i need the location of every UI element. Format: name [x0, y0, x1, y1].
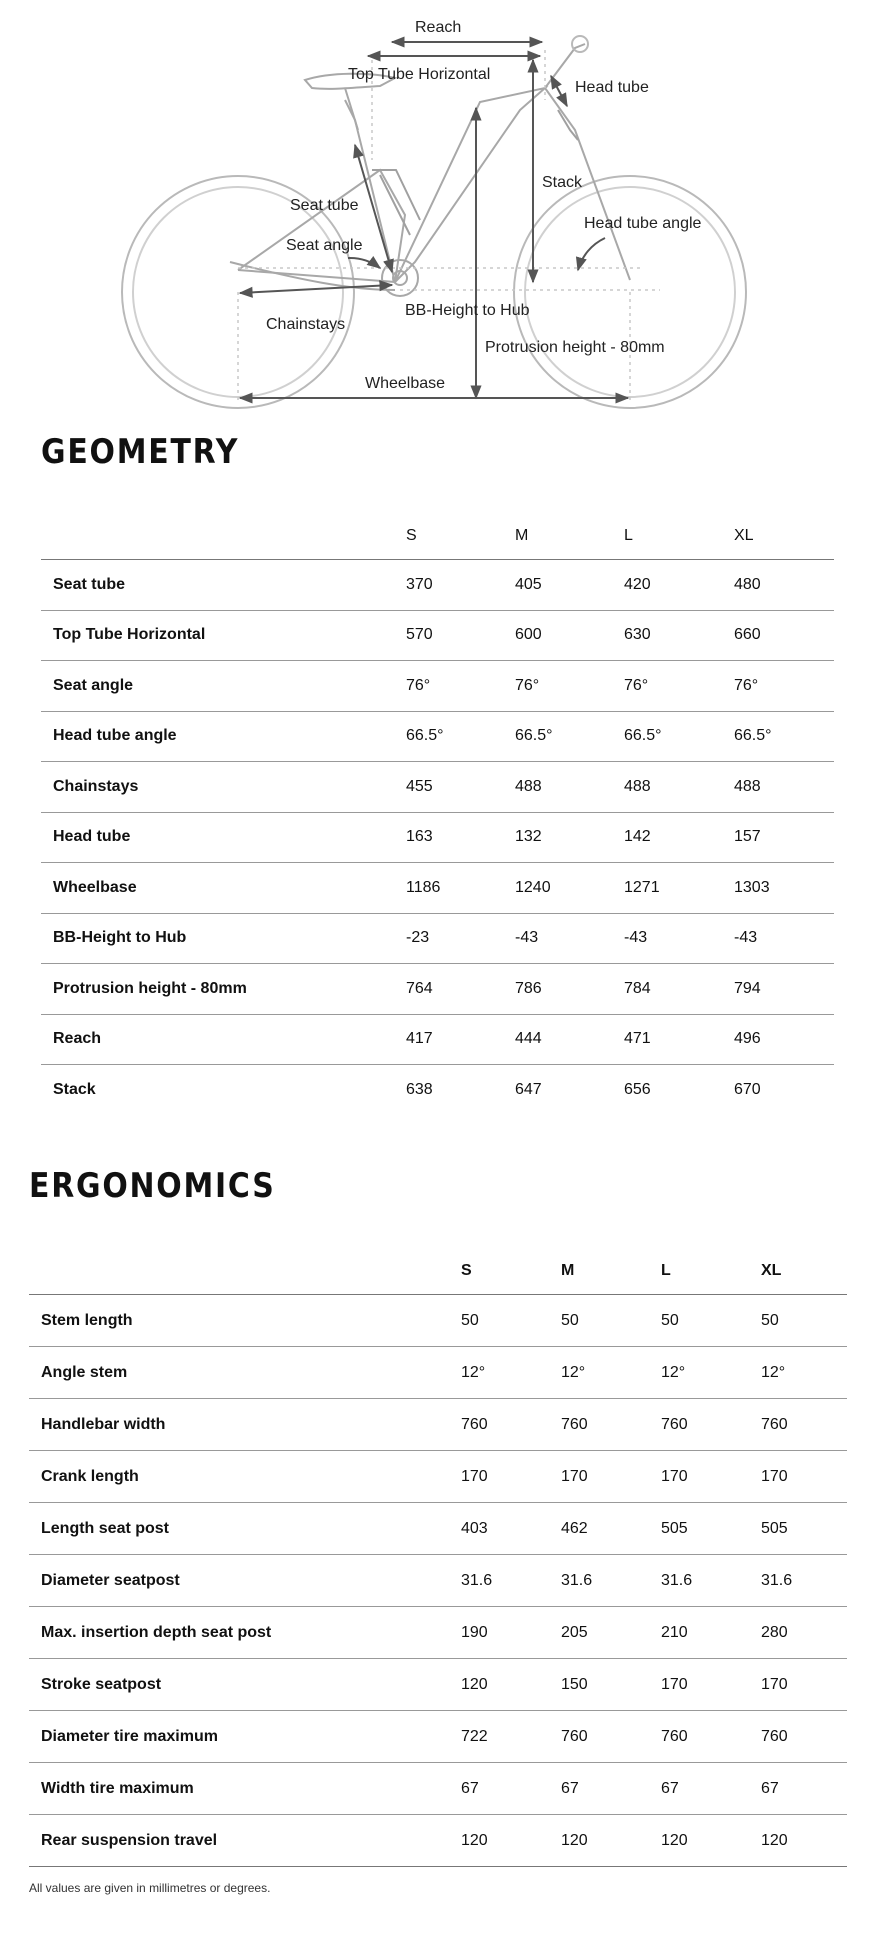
label-bb-height-to-hub: BB-Height to Hub — [405, 302, 530, 319]
ergonomics-value-s: 120 — [461, 1675, 488, 1693]
label-head-tube: Head tube — [575, 79, 649, 96]
ergonomics-value-l: 505 — [661, 1519, 688, 1537]
head-tube-angle-arc — [578, 238, 605, 270]
geometry-size-m: M — [515, 505, 624, 560]
geometry-value-xl: 496 — [734, 1030, 761, 1048]
ergonomics-value-l: 170 — [661, 1675, 688, 1693]
ergonomics-row — [29, 1399, 847, 1451]
ergonomics-value-l: 170 — [661, 1467, 688, 1485]
ergonomics-size-s: S — [461, 1240, 561, 1295]
ergonomics-value-m: 67 — [561, 1779, 579, 1797]
ergonomics-value-xl: 12° — [761, 1363, 786, 1381]
ergonomics-row-label: Stem length — [41, 1311, 133, 1329]
ergonomics-size-m: M — [561, 1240, 661, 1295]
handlebar-end — [572, 36, 588, 52]
ergonomics-value-s: 120 — [461, 1831, 488, 1849]
geometry-row — [41, 560, 834, 611]
geometry-value-xl: 1303 — [734, 878, 770, 896]
geometry-value-l: 784 — [624, 979, 651, 997]
geometry-value-l: 488 — [624, 777, 651, 795]
geometry-value-s: 455 — [406, 777, 433, 795]
footnote: All values are given in millimetres or degrees. — [29, 1881, 271, 1895]
geometry-value-xl: 794 — [734, 979, 761, 997]
geometry-value-s: -23 — [406, 929, 430, 947]
geometry-table — [41, 505, 834, 1115]
geometry-value-l: 1271 — [624, 878, 660, 896]
ergonomics-header-label — [29, 1240, 461, 1295]
ergonomics-row-label: Diameter seatpost — [41, 1571, 180, 1589]
geometry-value-m: -43 — [515, 929, 539, 947]
ergonomics-header-row — [29, 1240, 847, 1295]
geometry-value-m: 132 — [515, 828, 542, 846]
ergonomics-row — [29, 1711, 847, 1763]
ergonomics-value-m: 205 — [561, 1623, 588, 1641]
ergonomics-value-s: 31.6 — [461, 1571, 493, 1589]
ergonomics-value-l: 67 — [661, 1779, 679, 1797]
geometry-value-m: 488 — [515, 777, 542, 795]
ergonomics-value-xl: 31.6 — [761, 1571, 793, 1589]
ergonomics-row — [29, 1763, 847, 1815]
label-protrusion-height: Protrusion height - 80mm — [485, 339, 665, 356]
geometry-value-l: 420 — [624, 575, 651, 593]
geometry-row — [41, 1014, 834, 1065]
geometry-header-label — [41, 505, 406, 560]
label-stack: Stack — [542, 174, 583, 191]
head-tube-arrow — [551, 76, 567, 106]
geometry-value-m: 76° — [515, 676, 540, 694]
ergonomics-row — [29, 1815, 847, 1867]
geometry-row-label: Seat tube — [53, 575, 126, 593]
label-wheelbase: Wheelbase — [365, 375, 446, 392]
geometry-row-label: BB-Height to Hub — [53, 929, 187, 947]
geometry-value-m: 600 — [515, 626, 542, 644]
ergonomics-size-xl: XL — [761, 1240, 847, 1295]
geometry-value-m: 647 — [515, 1081, 542, 1098]
geometry-row-label: Wheelbase — [53, 878, 137, 896]
geometry-value-m: 66.5° — [515, 727, 553, 745]
geometry-row-label: Head tube angle — [53, 727, 177, 745]
ergonomics-value-xl: 120 — [761, 1831, 788, 1849]
geometry-value-l: 471 — [624, 1030, 651, 1048]
ergonomics-value-s: 722 — [461, 1727, 488, 1745]
geometry-value-l: 656 — [624, 1081, 651, 1098]
geometry-table-body — [41, 560, 834, 1116]
geometry-value-l: 142 — [624, 828, 651, 846]
geometry-value-xl: 66.5° — [734, 727, 772, 745]
geometry-row — [41, 661, 834, 712]
geometry-value-s: 370 — [406, 575, 433, 593]
geometry-value-s: 76° — [406, 676, 431, 694]
ergonomics-row-label: Width tire maximum — [41, 1779, 194, 1797]
geometry-value-s: 163 — [406, 828, 433, 846]
ergonomics-value-m: 760 — [561, 1415, 588, 1433]
geometry-row — [41, 1065, 834, 1116]
geometry-row-label: Chainstays — [53, 777, 139, 795]
seat-angle-arc — [348, 258, 380, 268]
geometry-row-label: Stack — [53, 1081, 96, 1098]
ergonomics-row-label: Rear suspension travel — [41, 1831, 218, 1849]
ergonomics-value-m: 150 — [561, 1675, 588, 1693]
ergonomics-value-s: 12° — [461, 1363, 486, 1381]
geometry-row — [41, 913, 834, 964]
label-chainstays: Chainstays — [266, 316, 346, 333]
fork-lower — [558, 110, 578, 140]
ergonomics-value-s: 67 — [461, 1779, 479, 1797]
geometry-value-s: 1186 — [406, 878, 441, 896]
geometry-title: GEOMETRY — [41, 432, 240, 472]
geometry-value-l: -43 — [624, 929, 648, 947]
ergonomics-value-s: 190 — [461, 1623, 488, 1641]
ergonomics-value-l: 50 — [661, 1311, 679, 1329]
geometry-value-xl: 157 — [734, 828, 761, 846]
geometry-value-m: 444 — [515, 1030, 542, 1048]
ergonomics-value-l: 760 — [661, 1727, 688, 1745]
ergonomics-row — [29, 1659, 847, 1711]
ergonomics-row-label: Max. insertion depth seat post — [41, 1623, 272, 1641]
ergonomics-value-xl: 760 — [761, 1727, 788, 1745]
ergonomics-value-xl: 170 — [761, 1467, 788, 1485]
ergonomics-value-xl: 505 — [761, 1519, 788, 1537]
ergonomics-row-label: Angle stem — [41, 1363, 128, 1381]
ergonomics-value-xl: 50 — [761, 1311, 779, 1329]
ergonomics-value-xl: 280 — [761, 1623, 788, 1641]
geometry-value-xl: 660 — [734, 626, 761, 644]
ergonomics-row-label: Length seat post — [41, 1519, 170, 1537]
geometry-value-s: 570 — [406, 626, 433, 644]
ergonomics-table-body — [29, 1295, 847, 1867]
ergonomics-value-s: 760 — [461, 1415, 488, 1433]
geometry-value-l: 76° — [624, 676, 649, 694]
ergonomics-value-l: 120 — [661, 1831, 688, 1849]
label-seat-tube: Seat tube — [290, 197, 359, 214]
geometry-value-s: 638 — [406, 1081, 433, 1098]
geometry-row — [41, 762, 834, 813]
geometry-size-l: L — [624, 505, 734, 560]
ergonomics-value-l: 12° — [661, 1363, 686, 1381]
geometry-row — [41, 964, 834, 1015]
label-top-tube-horizontal: Top Tube Horizontal — [348, 66, 491, 83]
geometry-value-s: 417 — [406, 1030, 433, 1048]
ergonomics-row — [29, 1347, 847, 1399]
geometry-value-m: 1240 — [515, 878, 551, 896]
geometry-value-m: 405 — [515, 575, 542, 593]
frame-rear-triangle — [238, 170, 405, 282]
geometry-row-label: Head tube — [53, 828, 131, 846]
geometry-value-xl: 76° — [734, 676, 759, 694]
seat-post — [345, 88, 358, 130]
ergonomics-value-m: 31.6 — [561, 1571, 593, 1589]
geometry-value-xl: 480 — [734, 575, 761, 593]
geometry-value-l: 630 — [624, 626, 651, 644]
ergonomics-value-m: 120 — [561, 1831, 588, 1849]
ergonomics-row — [29, 1503, 847, 1555]
geometry-row-label: Protrusion height - 80mm — [53, 979, 247, 997]
geometry-row — [41, 863, 834, 914]
ergonomics-row — [29, 1451, 847, 1503]
ergonomics-value-l: 31.6 — [661, 1571, 693, 1589]
geometry-value-s: 66.5° — [406, 727, 444, 745]
frame-down-tube — [395, 88, 545, 282]
geometry-value-xl: -43 — [734, 929, 758, 947]
ergonomics-row — [29, 1295, 847, 1347]
ergonomics-value-m: 462 — [561, 1519, 588, 1537]
geometry-row — [41, 610, 834, 661]
ergonomics-size-l: L — [661, 1240, 761, 1295]
geometry-value-xl: 670 — [734, 1081, 761, 1098]
ergonomics-value-s: 170 — [461, 1467, 488, 1485]
label-reach: Reach — [415, 19, 462, 36]
ergonomics-row-label: Crank length — [41, 1467, 139, 1485]
ergonomics-value-xl: 760 — [761, 1415, 788, 1433]
geometry-row — [41, 711, 834, 762]
ergonomics-value-l: 760 — [661, 1415, 688, 1433]
bike-geometry-diagram — [0, 0, 895, 410]
geometry-value-xl: 488 — [734, 777, 761, 795]
ergonomics-row-label: Handlebar width — [41, 1415, 166, 1433]
ergonomics-value-m: 170 — [561, 1467, 588, 1485]
ergonomics-value-m: 50 — [561, 1311, 579, 1329]
geometry-value-l: 66.5° — [624, 727, 662, 745]
geometry-value-s: 764 — [406, 979, 433, 997]
ergonomics-row-label: Diameter tire maximum — [41, 1727, 218, 1745]
geometry-value-m: 786 — [515, 979, 542, 997]
ergonomics-row — [29, 1555, 847, 1607]
ergonomics-value-xl: 170 — [761, 1675, 788, 1693]
geometry-row-label: Reach — [53, 1030, 102, 1048]
ergonomics-row-label: Stroke seatpost — [41, 1675, 162, 1693]
geometry-size-s: S — [406, 505, 515, 560]
geometry-row-label: Top Tube Horizontal — [53, 626, 206, 644]
ergonomics-value-s: 403 — [461, 1519, 488, 1537]
ergonomics-value-m: 760 — [561, 1727, 588, 1745]
geometry-row — [41, 812, 834, 863]
ergonomics-title: ERGONOMICS — [29, 1166, 276, 1206]
ergonomics-value-xl: 67 — [761, 1779, 779, 1797]
ergonomics-value-m: 12° — [561, 1363, 586, 1381]
geometry-row-label: Seat angle — [53, 676, 134, 694]
ergonomics-value-s: 50 — [461, 1311, 479, 1329]
ergonomics-table — [29, 1240, 847, 1867]
ergonomics-row — [29, 1607, 847, 1659]
label-seat-angle: Seat angle — [286, 237, 363, 254]
geometry-header-row — [41, 505, 834, 560]
label-head-tube-angle: Head tube angle — [584, 215, 702, 232]
ergonomics-value-l: 210 — [661, 1623, 688, 1641]
geometry-size-xl: XL — [734, 505, 834, 560]
